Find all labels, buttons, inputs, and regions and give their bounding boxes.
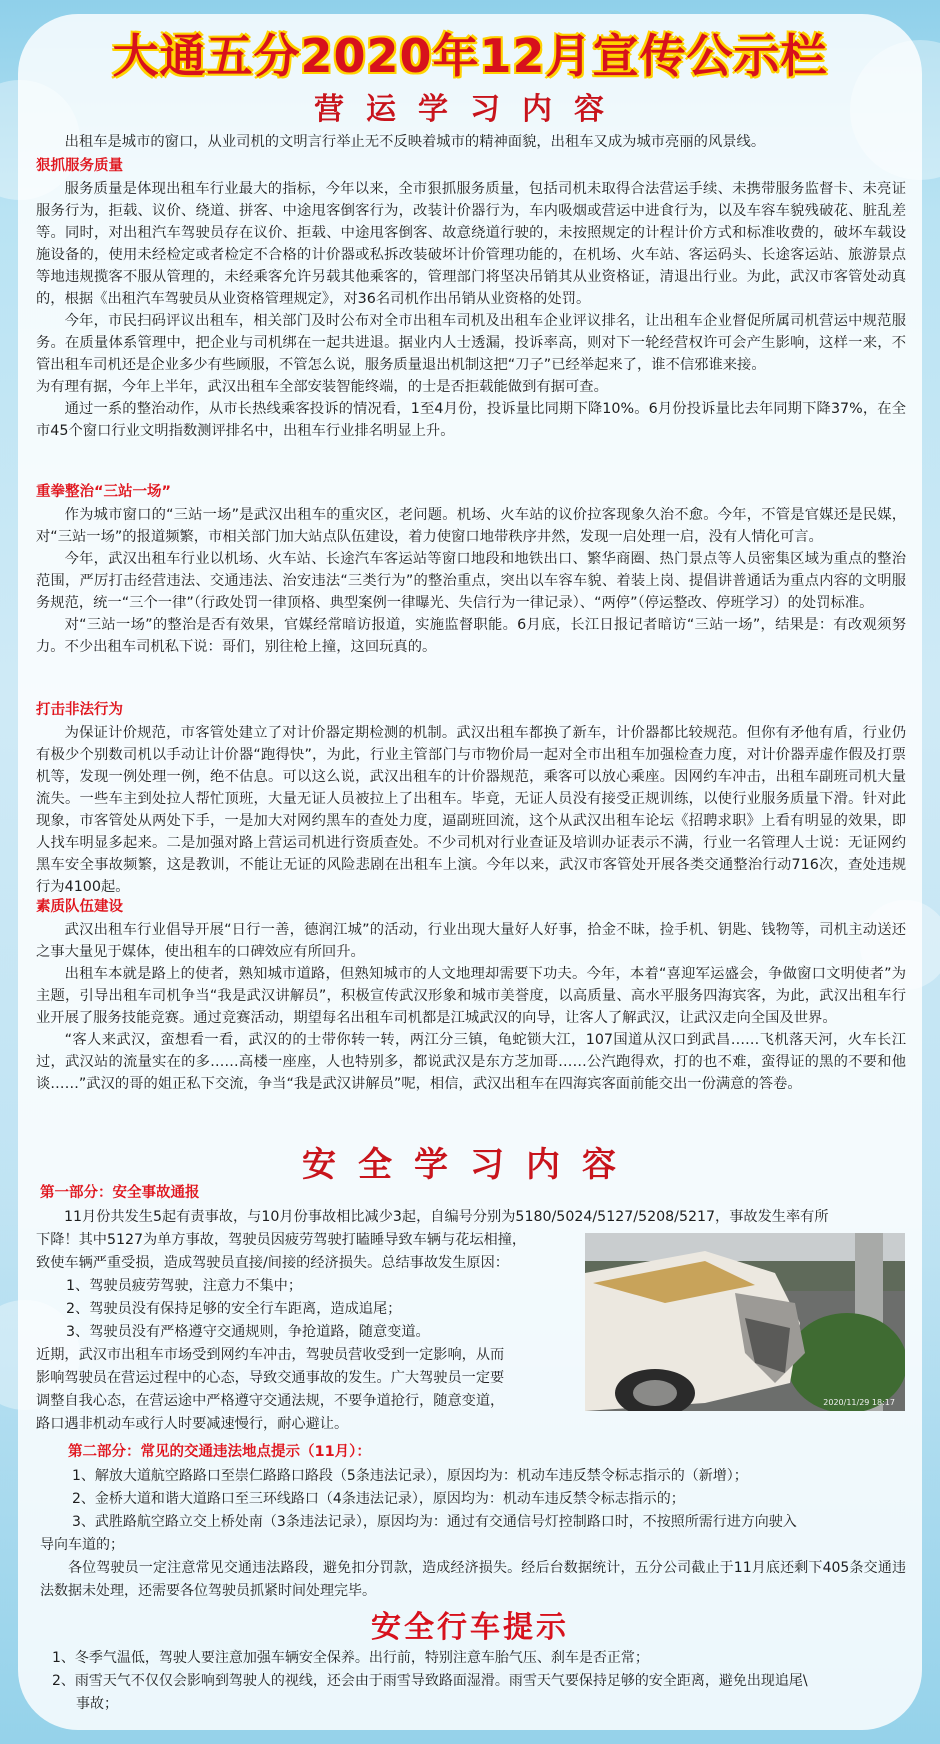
paragraph: “客人来武汉，蛮想看一看，武汉的的士带你转一转，两江分三镇，龟蛇锁大江，107国道从汉口到武昌……飞机落天河，火车长江过，武汉站的流量实在的多……高楼一座座，人也特别多，都说武汉是东方芝加哥……公汽跑得欢，打的也不难，蛮得证的黑的不要和他谈……”武汉的哥的姐正私下交流，争当“我是武汉讲解员”呢，相信，武汉出租车在四海宾客面前能交出一份满意的答卷。: [36, 1032, 906, 1092]
intro-paragraph: 出租车是城市的窗口，从业司机的文明言行举止无不反映着城市的精神面貌，出租车又成为城市亮丽的风景线。: [64, 134, 766, 150]
section-title-safety: 安全学习内容: [302, 1145, 638, 1185]
paragraph: 作为城市窗口的“三站一场”是武汉出租车的重灾区，老问题。机场、火车站的议价拉客现象久治不愈。今年，不管是官媒还是民媒，对“三站一场”的报道频繁，市相关部门加大站点队伍建设，着力使窗口地带秩序井然，发现一启处理一启，没有人情化可言。: [36, 507, 906, 545]
violation-spots-body: [40, 1465, 906, 1603]
paragraph: 出租车本就是路上的使者，熟知城市道路，但熟知城市的人文地理却需要下功夫。今年，本着“喜迎军运盛会，争做窗口文明使者”为主题，引导出租车司机争当“我是武汉讲解员”，积极宣传武汉形象和城市美誉度，以高质量、高水平服务四海宾客，为此，武汉出租车行业开展了服务技能竞赛。通过竞赛活动，期望每名出租车司机都是江城武汉的向导，让客人了解武汉，让武汉走向全国及世界。: [36, 966, 906, 1026]
operations-body: [36, 131, 906, 153]
paragraph: 各位驾驶员一定注意常见交通违法路段，避免扣分罚款，造成经济损失。经后台数据统计，五分公司截止于11月底还剩下405条交通违法数据未处理，还需要各位驾驶员抓紧时间处理完毕。: [40, 1560, 906, 1599]
heading-illegal-acts: 打击非法行为: [36, 702, 123, 718]
photo-timestamp: 2020/11/29 18:17: [823, 1398, 895, 1407]
accident-photo: [585, 1233, 905, 1411]
paragraph: 通过一系的整治动作，从市长热线乘客投诉的情况看，1至4月份，投诉量比同期下降10%。6月份投诉量比去年同期下降37%，在全市45个窗口行业文明指数测评排名中，出租车行业排名明显上升。: [36, 401, 906, 439]
violation-item: 2、金桥大道和谐大道路口至三环线路口（4条违法记录），原因均为：机动车违反禁令标志指示的；: [72, 1491, 685, 1507]
service-quality-body: [36, 178, 906, 442]
heading-three-stations: 重拳整治“三站一场”: [36, 484, 172, 500]
paragraph: 今年，武汉出租车行业以机场、火车站、长途汽车客运站等窗口地段和地铁出口、繁华商圈、热门景点等人员密集区域为重点的整治范围，严厉打击经营违法、交通违法、治安违法“三类行为”的整治重点，突出以车容车貌、着装上岗、提倡讲普通话为重点内容的文明服务规范，统一“三个一律”（行政处罚一律顶格、典型案例一律曝光、失信行为一律记录）、“两停”（停运整改、停班学习）的处罚标准。: [36, 551, 906, 611]
paragraph: 为保证计价规范，市客管处建立了对计价器定期检测的机制。武汉出租车都换了新车，计价器都比较规范。但你有矛他有盾，行业仍有极少个别数司机以手动让计价器“跑得快”，为此，行业主管部门与市物价局一起对全市出租车加强检查力度，对计价器弄虚作假及打票机等，发现一例处理一例，绝不估息。可以这么说，武汉出租车的计价器规范，乘客可以放心乘座。因网约车冲击，出租车副班司机大量流失。一些车主到处拉人帮忙顶班，大量无证人员被拉上了出租车。毕竟，无证人员没有接受正规训练，以使行业服务质量下滑。针对此现象，市客管处从两处下手，一是加大对网约黑车的查处力度，逼副班回流，这个从武汉出租车论坛《招聘求职》上看有明显的效果，即人找车明显多起来。二是加强对路上营运司机进行资质查处。不少司机对行业查证及培训办证表示不满，行业一名管理人士说：无证网约黑车安全事故频繁，这是教训，不能让无证的风险悲剧在出租车上演。今年以来，武汉市客管处开展各类交通整治行动716次，查处违规行为4100起。: [36, 725, 906, 895]
section-title-operations: 营运学习内容: [314, 92, 626, 127]
heading-team-quality: 素质队伍建设: [36, 899, 123, 915]
heading-service-quality: 狠抓服务质量: [36, 158, 123, 174]
team-quality-body: [36, 919, 906, 1095]
violation-item: 3、武胜路航空路立交上桥处南（3条违法记录），原因均为：通过有交通信号灯控制路口时，不按照所需行进方向驶入: [72, 1514, 797, 1530]
cause-item: 3、驾驶员没有严格遵守交通规则，争抢道路，随意变道。: [66, 1324, 430, 1340]
heading-accident-report: 第一部分：安全事故通报: [40, 1185, 200, 1201]
paragraph: 近期，武汉市出租车市场受到网约车冲击，驾驶员营收受到一定影响，从而: [36, 1347, 505, 1363]
tip-item: 2、雨雪天气不仅仅会影响到驾驶人的视线，还会由于雨雪导致路面湿滑。雨雪天气要保持足够的安全距离，避免出现追尾\: [52, 1673, 808, 1689]
paragraph: 今年，市民扫码评议出租车，相关部门及时公布对全市出租车司机及出租车企业评议排名，让出租车企业督促所属司机营运中规范服务。在质量体系管理中，把企业与司机绑在一起共进退。据业内人士透漏，投诉率高，则对下一轮经营权许可会产生影响，这样一来，不管出租车司机还是企业多少有些顾服，不管怎么说，服务质量退出机制这把“刀子”已经举起来了，谁不信邪谁来接。: [36, 313, 906, 373]
paragraph: 为有理有据，今年上半年，武汉出租车全部安装智能终端，的士是否拒载能做到有据可查。: [36, 379, 608, 395]
driving-tips-body: [52, 1647, 908, 1716]
paragraph: 影响驾驶员在营运过程中的心态，导致交通事故的发生。广大驾驶员一定要: [36, 1370, 505, 1386]
paragraph: 11月份共发生5起有责事故，与10月份事故相比减少3起，自编号分别为5180/5024/5127/5208/5217，事故发生率有所: [64, 1209, 829, 1225]
paragraph: 服务质量是体现出租车行业最大的指标，今年以来，全市狠抓服务质量，包括司机未取得合法营运手续、未携带服务监督卡、未亮证服务行为，拒载、议价、绕道、拼客、中途甩客倒客行为，改装计价器行为，车内吸烟或营运中进食行为，以及车容车貌残破花、脏乱差等。同时，对出租汽车驾驶员存在议价、拒载、中途甩客倒客、故意绕道行驶的，未按照规定的计程计价方式和标准收费的，破坏车载设施设备的，使用未经检定或者检定不合格的计价器或私拆改装破坏计价管理功能的，在机场、火车站、客运码头、长途客运站、旅游景点等地违规揽客不服从管理的，未经乘客允许另载其他乘客的，管理部门将坚决吊销其从业资格证，清退出行业。为此，武汉市客管处动真的，根据《出租汽车驾驶员从业资格管理规定》，对36名司机作出吊销从业资格的处罚。: [36, 181, 906, 307]
paragraph: 致使车辆严重受损，造成驾驶员直接/间接的经济损失。总结事故发生原因：: [36, 1255, 509, 1271]
paragraph: 对“三站一场”的整治是否有效果，官媒经常暗访报道，实施监督职能。6月底，长江日报记者暗访“三站一场”，结果是：有改观须努力。不少出租车司机私下说：哥们，别往枪上撞，这回玩真的。: [36, 617, 906, 655]
three-stations-body: [36, 504, 906, 658]
cause-item: 2、驾驶员没有保持足够的安全行车距离，造成追尾；: [66, 1301, 402, 1317]
paragraph: 调整自我心态，在营运途中严格遵守交通法规，不要争道抢行，随意变道，: [36, 1393, 505, 1409]
illegal-acts-body: [36, 722, 906, 898]
section-title-driving-tips: 安全行车提示: [371, 1610, 569, 1645]
banner-title: 大通五分2020年12月宣传公示栏: [112, 29, 828, 83]
heading-violation-spots: 第二部分：常见的交通违法地点提示（11月）：: [68, 1444, 371, 1460]
paragraph: 武汉出租车行业倡导开展“日行一善，德润江城”的活动，行业出现大量好人好事，拾金不昧，捡手机、钥匙、钱物等，司机主动送还之事大量见于媒体，使出租车的口碑效应有所回升。: [36, 922, 906, 960]
tip-item: 1、冬季气温低，驾驶人要注意加强车辆安全保养。出行前，特别注意车胎气压、刹车是否正常；: [52, 1650, 649, 1666]
tip-item: 事故；: [76, 1696, 118, 1712]
paragraph: 下降！其中5127为单方事故，驾驶员因疲劳驾驶打瞌睡导致车辆与花坛相撞，: [36, 1232, 527, 1248]
paragraph: 路口遇非机动车或行人时要减速慢行，耐心避让。: [36, 1416, 349, 1432]
violation-item: 1、解放大道航空路路口至崇仁路路口路段（5条违法记录），原因均为：机动车违反禁令标志指示的（新增）；: [72, 1468, 748, 1484]
cause-item: 1、驾驶员疲劳驾驶，注意力不集中；: [66, 1278, 303, 1294]
violation-item: 导向车道的；: [40, 1537, 124, 1553]
